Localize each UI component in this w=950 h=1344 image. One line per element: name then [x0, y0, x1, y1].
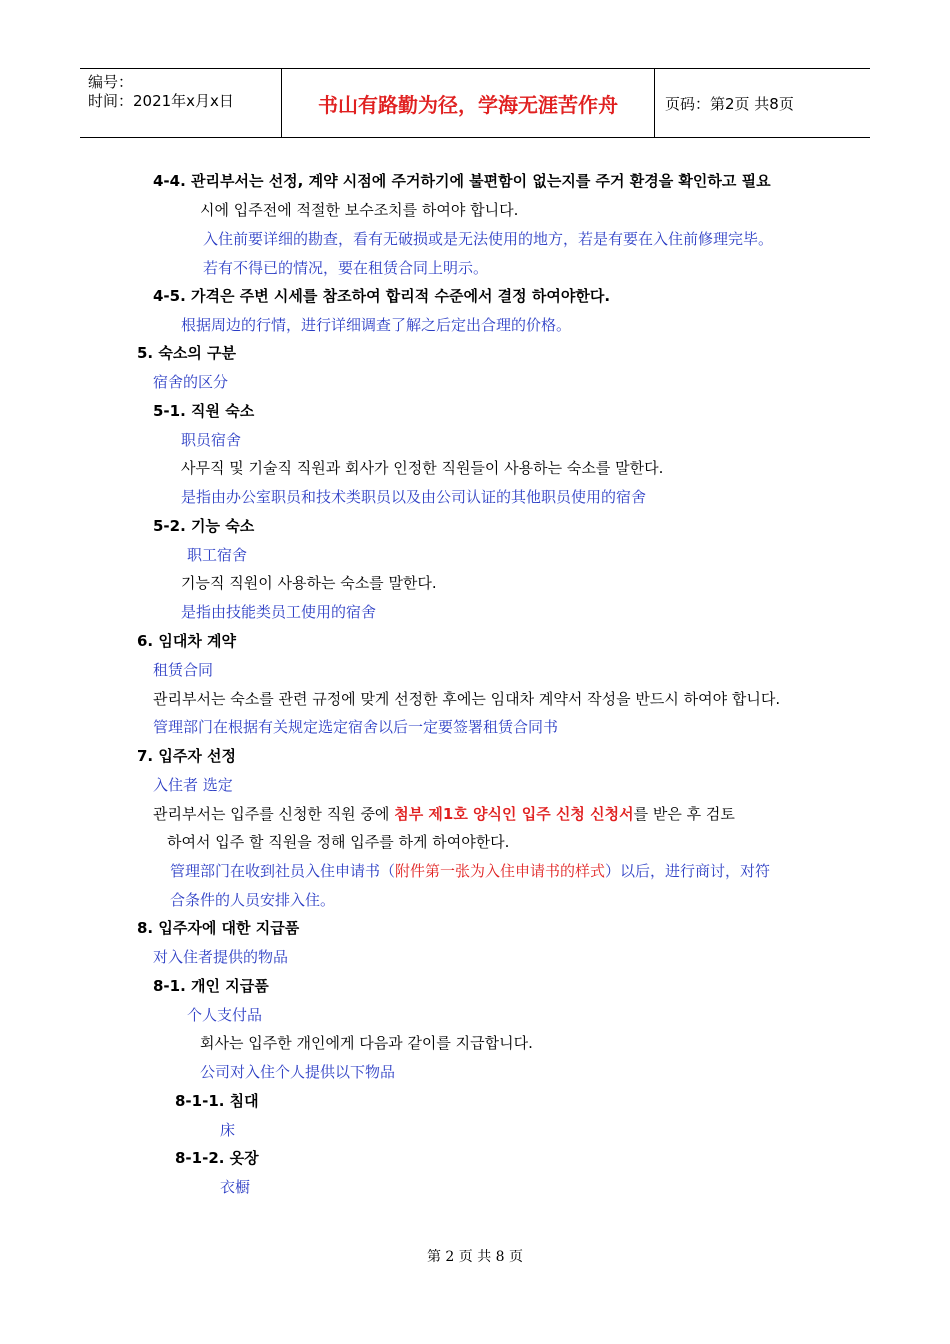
section-6-zh-title: 租赁合同	[153, 661, 214, 679]
header-motto: 书山有路勤为径，学海无涯苦作舟	[318, 92, 618, 117]
header-time-label: 时间：2021年x月x日	[88, 92, 234, 110]
document-header	[80, 68, 870, 138]
section-5-heading: 5. 숙소의 구분	[137, 344, 237, 362]
section-8-heading: 8. 입주자에 대한 지급품	[137, 919, 300, 937]
section-8-1-1-zh: 床	[220, 1121, 236, 1139]
section-7-zh-cont: 合条件的人员安排入住。	[170, 891, 336, 909]
header-meta	[88, 73, 234, 111]
section-7-heading: 7. 입주자 선정	[137, 747, 237, 765]
section-4-4-zh-1: 入住前要详细的勘查，看有无破损或是无法使用的地方，若是有要在入住前修理完毕。	[203, 230, 774, 248]
section-6-zh: 管理部门在根据有关规定选定宿舍以后一定要签署租赁合同书	[153, 718, 559, 736]
section-4-5-zh: 根据周边的行情，进行详细调查了解之后定出合理的价格。	[181, 316, 572, 334]
section-7-zh	[170, 861, 770, 881]
section-6-heading: 6. 임대차 계약	[137, 632, 237, 650]
section-7-text-cont: 하여서 입주 할 직원을 정해 입주를 하게 하여야한다.	[167, 833, 510, 851]
section-4-4-heading: 4-4. 관리부서는 선정, 계약 시점에 주거하기에 불편함이 없는지를 주거 환경을 확인하고 필요	[153, 172, 771, 190]
section-7-zh-before: 管理部门在收到社员入住申请书（	[170, 862, 396, 880]
section-8-zh: 对入住者提供的物品	[153, 948, 289, 966]
section-7-zh-title: 入住者 选定	[153, 776, 233, 794]
section-5-2-text: 기능직 직원이 사용하는 숙소를 말한다.	[181, 574, 437, 592]
section-5-2-heading: 5-2. 기능 숙소	[153, 517, 255, 535]
section-7-text	[153, 804, 735, 824]
section-4-5-heading: 4-5. 가격은 주변 시세를 참조하여 합리적 수준에서 결정 하여야한다.	[153, 287, 611, 305]
section-8-1-heading: 8-1. 개인 지급품	[153, 977, 269, 995]
section-5-1-zh: 是指由办公室职员和技术类职员以及由公司认证的其他职员使用的宿舍	[181, 488, 647, 506]
section-8-1-zh-title: 个人支付品	[187, 1006, 263, 1024]
section-5-1-zh-title: 职员宿舍	[181, 431, 242, 449]
section-4-4-text-cont: 시에 입주전에 적절한 보수조치를 하여야 합니다.	[200, 201, 519, 219]
section-7-text-before: 관리부서는 입주를 신청한 직원 중에	[153, 805, 395, 823]
header-number-label: 编号：	[88, 73, 134, 91]
section-5-2-zh-title: 职工宿舍	[187, 546, 248, 564]
section-5-2-zh: 是指由技能类员工使用的宿舍	[181, 603, 377, 621]
section-8-1-zh: 公司对入住个人提供以下物品	[200, 1063, 396, 1081]
section-8-1-1-heading: 8-1-1. 침대	[175, 1092, 259, 1110]
section-7-zh-attachment: 附件第一张为入住申请书的样式	[395, 862, 606, 880]
section-7-zh-after: ）以后，进行商讨，对符	[605, 862, 771, 880]
section-4-4-zh-2: 若有不得已的情况，要在租赁合同上明示。	[203, 259, 489, 277]
section-8-1-2-heading: 8-1-2. 옷장	[175, 1149, 259, 1167]
section-5-1-heading: 5-1. 직원 숙소	[153, 402, 255, 420]
section-7-text-after: 를 받은 후 검토	[633, 805, 735, 823]
page-footer: 第 2 页 共 8 页	[426, 1249, 524, 1265]
section-8-1-text: 회사는 입주한 개인에게 다음과 같이를 지급합니다.	[200, 1034, 533, 1052]
section-8-1-2-zh: 衣橱	[220, 1178, 251, 1196]
section-6-text: 관리부서는 숙소를 관련 규정에 맞게 선정한 후에는 임대차 계약서 작성을 반드시 하여야 합니다.	[153, 690, 781, 708]
section-5-zh: 宿舍的区分	[153, 373, 229, 391]
header-divider-right	[654, 69, 655, 137]
header-page-info: 页码：第2页 共8页	[665, 95, 794, 113]
section-5-1-text: 사무직 및 기술직 직원과 회사가 인정한 직원들이 사용하는 숙소를 말한다.	[181, 459, 664, 477]
section-7-text-attachment: 첨부 제1호 양식인 입주 신청 신청서	[394, 805, 634, 823]
